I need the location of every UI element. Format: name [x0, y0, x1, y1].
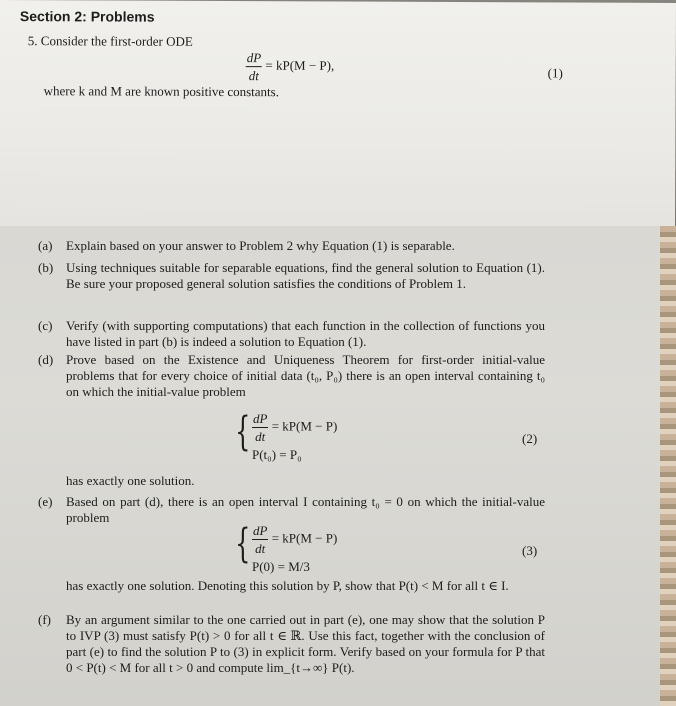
- part-c-label: (c): [38, 318, 53, 333]
- sys3-numerator: dP: [253, 523, 268, 538]
- bottom-sheet: [0, 226, 664, 706]
- sys2-numerator: dP: [253, 411, 268, 426]
- part-e-label: (e): [38, 494, 53, 509]
- eq1-rhs: = kP(M − P),: [265, 57, 335, 73]
- left-brace: {: [235, 409, 251, 455]
- sys2-denominator: dt: [255, 429, 266, 444]
- page-edge-stack: [660, 226, 676, 706]
- part-c-text: Verify (with supporting computations) that each function in the collection of functions you have listed in part (b) is indeed a solution to Equation (1).: [66, 318, 545, 349]
- part-f-text: By an argument similar to the one carried out in part (e), one may show that the solution P to IVP (3) must satisfy P(t) > 0 for all t ∈ ℝ. Use this fact, together with the conclusion of part (e) to find the solution P to (3) in explicit form. Verify based on your formula for P that 0 < P(t) < M for all t > 0 and compute lim_{t→∞} P(t).: [66, 612, 545, 675]
- sys3-line2: P(0) = M/3: [252, 559, 310, 574]
- part-c: [40, 318, 545, 350]
- part-d: [40, 352, 545, 400]
- part-d-text: Prove based on the Existence and Uniqueness Theorem for first-order initial-value problems that for every choice of initial data (t₀, P₀) there is an open interval containing t₀ on which the initial-value problem: [66, 352, 545, 399]
- sys3-denominator: dt: [255, 541, 266, 556]
- left-brace-3: {: [235, 521, 251, 567]
- part-b-text: Using techniques suitable for separable equations, find the general solution to Equation (1). Be sure your proposed general solution satisfies the conditions of Problem 1.: [66, 260, 545, 291]
- equation-1: [246, 49, 335, 84]
- eq1-denominator: dt: [248, 68, 259, 84]
- sys2-line1: [252, 410, 337, 445]
- part-b: [40, 260, 545, 292]
- part-e-after: has exactly one solution. Denoting this solution by P, show that P(t) < M for all t ∈ I.: [66, 578, 509, 593]
- top-sheet: [0, 0, 676, 235]
- sys2-rhs: = kP(M − P): [271, 418, 338, 434]
- part-a: [40, 238, 545, 254]
- part-a-text: Explain based on your answer to Problem 2 why Equation (1) is separable.: [66, 238, 455, 253]
- eq3-tag: (3): [522, 543, 538, 558]
- eq1-tag: (1): [547, 65, 563, 81]
- section-title: Section 2: Problems: [19, 8, 155, 25]
- part-f-label: (f): [38, 612, 51, 627]
- part-e-text: Based on part (d), there is an open interval I containing t₀ = 0 on which the initial-value problem: [66, 494, 545, 525]
- part-f: [40, 612, 545, 676]
- eq2-tag: (2): [522, 431, 538, 446]
- part-d-label: (d): [38, 352, 54, 367]
- sys2-line2: P(t₀) = P₀: [252, 447, 302, 462]
- part-d-after: has exactly one solution.: [66, 473, 195, 488]
- where-text: where k and M are known positive constants.: [43, 83, 280, 100]
- eq1-numerator: dP: [246, 49, 263, 67]
- sys3-rhs: = kP(M − P): [271, 530, 338, 546]
- part-a-label: (a): [38, 238, 53, 253]
- sys3-line1: [252, 522, 337, 557]
- problem-intro: 5. Consider the first-order ODE: [27, 33, 193, 49]
- part-b-label: (b): [38, 260, 54, 275]
